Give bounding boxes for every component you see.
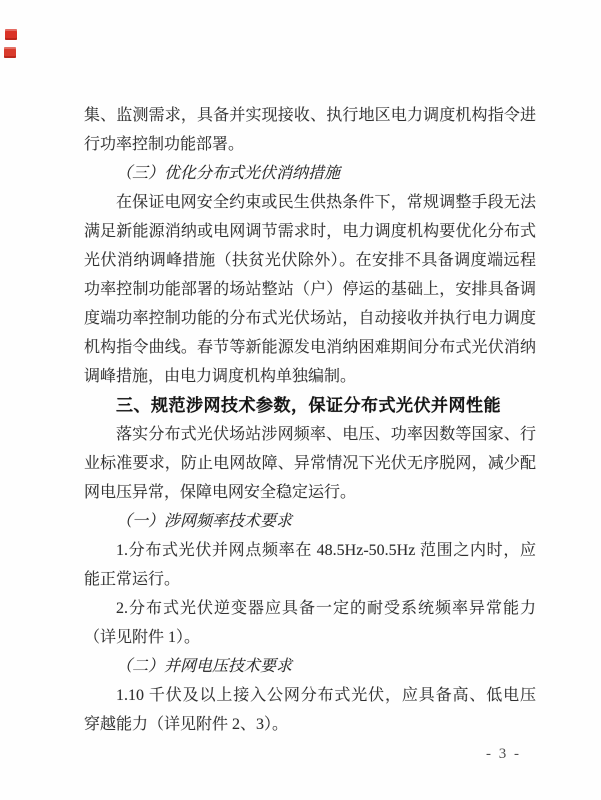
text-line: 1.10 千伏及以上接入公网分布式光伏，应具备高、低电压 xyxy=(116,687,536,704)
text-line: 1.分布式光伏并网点频率在 48.5Hz-50.5Hz 范围之内时，应 xyxy=(116,542,536,559)
text-line: 光伏消纳调峰措施（扶贫光伏除外）。在安排不具备调度端远程 xyxy=(84,252,536,269)
red-artifact-mark-2 xyxy=(4,47,16,58)
text-line: 调峰措施，由电力调度机构单独编制。 xyxy=(84,368,357,385)
text-line: 穿越能力（详见附件 2、3）。 xyxy=(84,716,289,733)
text-line: 行功率控制功能部署。 xyxy=(84,136,245,153)
text-line: 度端功率控制功能的分布式光伏场站，自动接收并执行电力调度 xyxy=(84,310,536,327)
text-line: 落实分布式光伏场站涉网频率、电压、功率因数等国家、行 xyxy=(116,426,536,443)
section-heading: 三、规范涉网技术参数，保证分布式光伏并网性能 xyxy=(116,396,501,415)
subsection-heading: （一）涉网频率技术要求 xyxy=(116,513,293,530)
text-line: 满足新能源消纳或电网调节需求时，电力调度机构要优化分布式 xyxy=(84,223,536,240)
text-line: 网电压异常，保障电网安全稳定运行。 xyxy=(84,484,357,501)
text-line: 能正常运行。 xyxy=(84,571,181,588)
page-number: - 3 - xyxy=(486,746,521,762)
text-line: 2.分布式光伏逆变器应具备一定的耐受系统频率异常能力 xyxy=(116,600,536,617)
text-line: 在保证电网安全约束或民生供热条件下，常规调整手段无法 xyxy=(116,194,536,211)
red-artifact-mark-1 xyxy=(5,29,17,40)
text-line: （详见附件 1）。 xyxy=(84,629,201,646)
subsection-heading: （二）并网电压技术要求 xyxy=(116,658,293,675)
text-line: 功率控制功能部署的场站整站（户）停运的基础上，安排具备调 xyxy=(84,281,536,298)
subsection-heading: （三）优化分布式光伏消纳措施 xyxy=(116,165,341,182)
document-text xyxy=(84,101,536,739)
text-line: 业标准要求，防止电网故障、异常情况下光伏无序脱网，减少配 xyxy=(84,455,536,472)
text-line: 机构指令曲线。春节等新能源发电消纳困难期间分布式光伏消纳 xyxy=(84,339,536,356)
text-line: 集、监测需求，具备并实现接收、执行地区电力调度机构指令进 xyxy=(84,107,536,124)
